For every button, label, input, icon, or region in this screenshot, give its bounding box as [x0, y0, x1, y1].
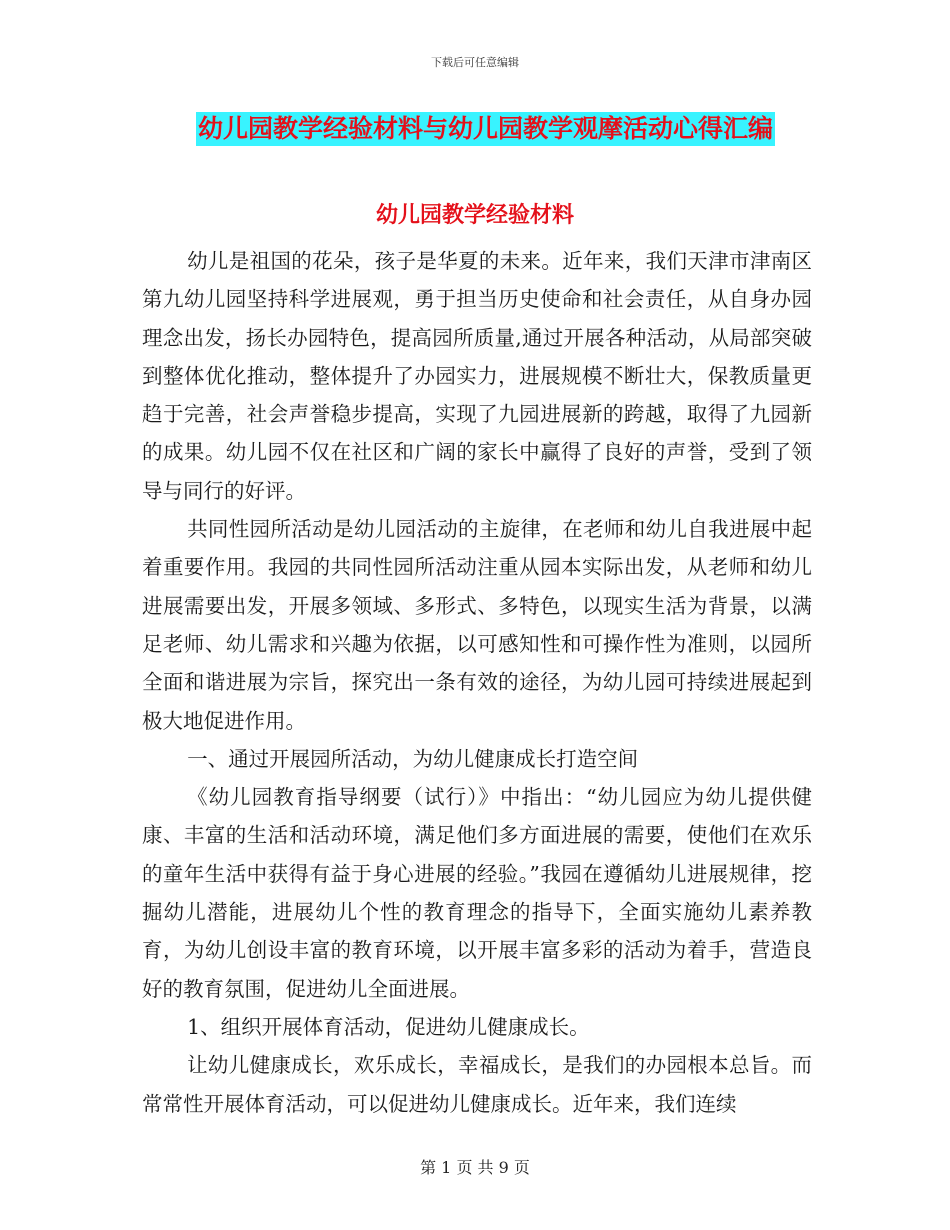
paragraph-sports: 让幼儿健康成长，欢乐成长，幸福成长，是我们的办园根本总旨。而常常性开展体育活动，可以促进幼儿健康成长。近年来，我们连续	[142, 1053, 812, 1116]
paragraph-joint-activities: 共同性园所活动是幼儿园活动的主旋律，在老师和幼儿自我进展中起着重要作用。我园的共同性园所活动注重从园本实际出发，从老师和幼儿进展需要出发，开展多领域、多形式、多特色，以现实生活为背景，以满足老师、幼儿需求和兴趣为依据，以可感知性和可操作性为准则，以园所全面和谐进展为宗旨，探究出一条有效的途径，为幼儿园可持续进展起到极大地促进作用。	[142, 517, 812, 733]
section-title: 幼儿园教学经验材料	[375, 203, 574, 228]
header-note: 下载后可任意编辑	[431, 56, 519, 69]
paragraph-intro: 幼儿是祖国的花朵，孩子是华夏的未来。近年来，我们天津市津南区第九幼儿园坚持科学进展观，勇于担当历史使命和社会责任，从自身办园理念出发，扬长办园特色，提高园所质量,通过开展各种活动，从局部突破到整体优化推动，整体提升了办园实力，进展规模不断壮大，保教质量更趋于完善，社会声誉稳步提高，实现了九园进展新的跨越，取得了九园新的成果。幼儿园不仅在社区和广阔的家长中赢得了良好的声誉，受到了领导与同行的好评。	[142, 249, 812, 503]
subheading-sports: 1、组织开展体育活动，促进幼儿健康成长。	[187, 1014, 590, 1039]
document-body	[142, 242, 812, 1123]
page-number: 第 1 页 共 9 页	[420, 1158, 530, 1177]
heading-part-one: 一、通过开展园所活动，为幼儿健康成长打造空间	[187, 746, 639, 771]
document-title: 幼儿园教学经验材料与幼儿园教学观摩活动心得汇编	[196, 112, 775, 146]
paragraph-guideline-quote: 《幼儿园教育指导纲要（试行）》中指出：“幼儿园应为幼儿提供健康、丰富的生活和活动环境，满足他们多方面进展的需要，使他们在欢乐的童年生活中获得有益于身心进展的经验。”我园在遵循幼儿进展规律，挖掘幼儿潜能，进展幼儿个性的教育理念的指导下，全面实施幼儿素养教育，为幼儿创设丰富的教育环境，以开展丰富多彩的活动为着手，营造良好的教育氛围，促进幼儿全面进展。	[142, 785, 812, 1001]
